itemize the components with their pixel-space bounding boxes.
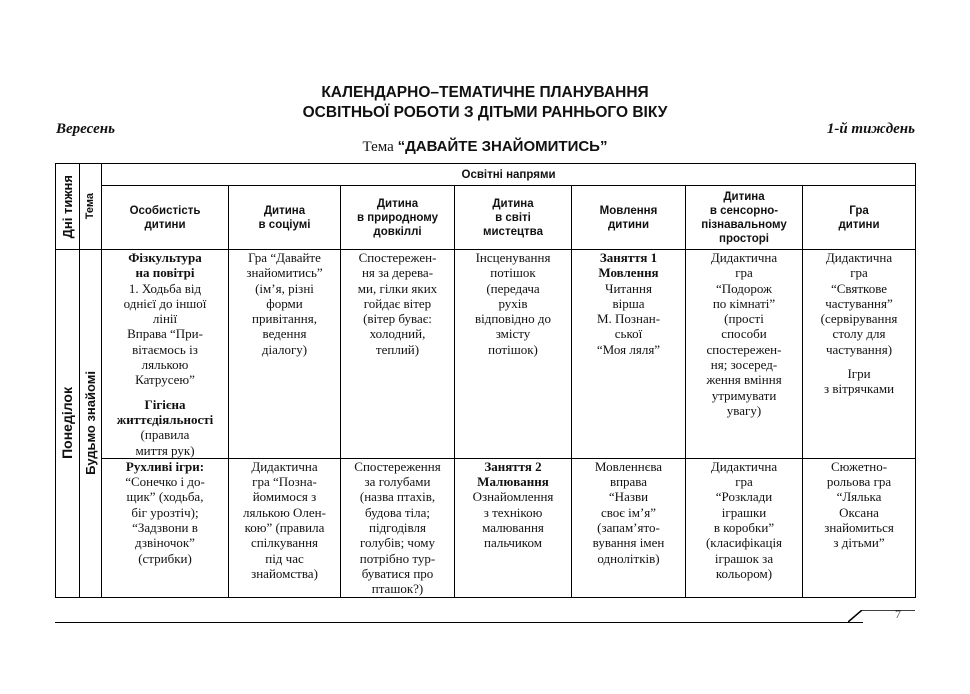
activity-line: Вправа “При- xyxy=(127,326,203,342)
activity-line: гра “Позна- xyxy=(252,474,317,490)
theme-heading xyxy=(0,138,970,156)
activity-line: потішок xyxy=(490,265,536,281)
activity-line: “Моя ляля” xyxy=(596,341,661,357)
activity-cell xyxy=(102,458,229,597)
activity-cell xyxy=(341,250,455,459)
activity-line: 1. Ходьба від xyxy=(128,280,202,296)
column-header: Дитина в соціумі xyxy=(229,186,341,250)
activity-line: “Лялька xyxy=(836,489,882,505)
activity-line: Спостереження xyxy=(354,458,441,474)
activity-line: гра xyxy=(850,265,868,281)
activity-line: ження вміння xyxy=(706,372,782,388)
activity-line: (вітер буває: xyxy=(363,311,432,327)
activity-line: форми xyxy=(266,295,303,311)
activity-line: дзвіночок” xyxy=(135,535,195,551)
activity-line: вітаємось із xyxy=(132,341,198,357)
document-title-line-1: КАЛЕНДАРНО–ТЕМАТИЧНЕ ПЛАНУВАННЯ xyxy=(321,84,649,101)
activity-line: спілкування xyxy=(250,535,319,551)
activity-line: (сервірування xyxy=(820,311,898,327)
activity-line: лялькою Олен- xyxy=(243,504,326,520)
activity-line: вування імен xyxy=(592,535,665,551)
activity-line: під час xyxy=(265,550,304,566)
activity-line: Гра “Давайте xyxy=(248,250,321,265)
activity-line: спостережен- xyxy=(706,341,782,357)
activity-line: миття рук) xyxy=(135,442,195,458)
activity-line: ня; зосеред- xyxy=(710,357,778,373)
activity-line: (стрибки) xyxy=(138,550,192,566)
educational-directions-header: Освітні напрями xyxy=(102,164,916,186)
activity-line: з вітрячками xyxy=(823,381,895,397)
activity-line: малювання xyxy=(482,520,544,536)
activity-line: теплий) xyxy=(375,341,420,357)
activity-line: гра xyxy=(735,265,753,281)
activity-line: з технікою xyxy=(483,504,543,520)
activity-line: Фізкультура xyxy=(128,250,202,265)
activity-line: ня за дерева- xyxy=(361,265,434,281)
activity-line: Заняття 2 xyxy=(484,458,542,474)
activity-line: йомимося з xyxy=(252,489,317,505)
activity-cell xyxy=(803,250,916,459)
activity-line: М. Познан- xyxy=(596,311,661,327)
activity-line: гойдає вітер xyxy=(363,295,432,311)
activity-line: (класифікація xyxy=(705,535,783,551)
activity-line: іграшок за xyxy=(714,550,774,566)
activity-line: з дітьми” xyxy=(833,535,885,551)
activity-line: “Розклади xyxy=(715,489,773,505)
activity-line: пальчиком xyxy=(484,535,542,551)
activity-line: увагу) xyxy=(726,402,762,418)
activity-line: Рухливі ігри: xyxy=(125,458,205,474)
activity-line: (правила xyxy=(140,427,190,443)
activity-line: знайомиться xyxy=(824,520,894,536)
activity-line: Сюжетно- xyxy=(830,458,888,474)
activity-cell xyxy=(229,458,341,597)
activity-line: “Святкове xyxy=(830,280,888,296)
activity-line: потішок) xyxy=(488,341,538,357)
activity-line: Дидактична xyxy=(710,250,778,265)
activity-line: (передача xyxy=(486,280,540,296)
activity-line: кольором) xyxy=(715,565,773,581)
activity-line: “Назви xyxy=(608,489,649,505)
column-header: Дитина в природному довкіллі xyxy=(341,186,455,250)
activity-line: Ігри xyxy=(847,366,871,382)
activity-line: (ім’я, різні xyxy=(255,280,314,296)
activity-line: Заняття 1 xyxy=(599,250,658,265)
activity-cell xyxy=(455,250,572,459)
activity-cell xyxy=(455,458,572,597)
activity-line: ведення xyxy=(262,326,307,342)
activity-line: Спостережен- xyxy=(358,250,437,265)
activity-line: вправа xyxy=(609,474,648,490)
activity-line: на повітрі xyxy=(135,265,195,281)
activity-line: відповідно до xyxy=(474,311,551,327)
activity-line: будова тіла; xyxy=(364,504,431,520)
activity-line: “Сонечко і до- xyxy=(125,474,205,490)
activity-line: частування” xyxy=(825,295,893,311)
activity-line: біг урозтіч); xyxy=(131,504,199,520)
activity-line: лялькою xyxy=(141,357,189,373)
activity-line: Ознайомлення xyxy=(472,489,554,505)
activity-line: іграшки xyxy=(721,504,767,520)
activity-line: Мовлення xyxy=(598,265,659,281)
activity-line: (прості xyxy=(724,311,764,327)
activity-line: лінії xyxy=(152,311,178,327)
activity-line: пташок?) xyxy=(371,581,424,597)
activity-cell xyxy=(572,250,686,459)
activity-line: однієї до іншої xyxy=(123,295,207,311)
activity-line: “Задзвони в xyxy=(132,520,198,536)
activity-line: Оксана xyxy=(839,504,879,520)
activity-line: підгодівля xyxy=(369,520,426,536)
activity-line: буватися про xyxy=(361,565,434,581)
activity-cell xyxy=(102,250,229,459)
document-title-line-2: ОСВІТНЬОЇ РОБОТИ З ДІТЬМИ РАННЬОГО ВІКУ xyxy=(302,104,668,121)
activity-line: (назва птахів, xyxy=(359,489,436,505)
activity-line: рухів xyxy=(498,295,528,311)
activity-cell xyxy=(686,250,803,459)
activity-line: Мовленнєва xyxy=(594,458,663,474)
column-header: Мовлення дитини xyxy=(572,186,686,250)
column-header: Особистість дитини xyxy=(102,186,229,250)
activity-line: змісту xyxy=(495,326,531,342)
activity-line: рольова гра xyxy=(826,474,892,490)
activity-line: вірша xyxy=(612,295,645,311)
footer-rule xyxy=(55,622,863,623)
activity-line: життєдіяльності xyxy=(116,411,214,427)
activity-line: Гігієна xyxy=(144,396,186,412)
days-of-week-header: Дні тижня xyxy=(56,164,80,250)
activity-line: щик” (ходьба, xyxy=(126,489,204,505)
activity-line: привітання, xyxy=(252,311,317,327)
activity-line: знайомитись” xyxy=(246,265,323,281)
activity-line: за голубами xyxy=(364,474,431,490)
theme-column-header: Тема xyxy=(80,164,102,250)
activity-line: способи xyxy=(721,326,767,342)
activity-line: кою” (правила xyxy=(244,520,325,536)
month-label: Вересень xyxy=(56,121,115,137)
column-header: Дитина в світі мистецтва xyxy=(455,186,572,250)
theme-name: “ДАВАЙТЕ ЗНАЙОМИТИСЬ” xyxy=(397,138,608,155)
activity-cell xyxy=(229,250,341,459)
activity-line xyxy=(805,357,913,366)
activity-cell xyxy=(686,458,803,597)
activity-line: голубів; чому xyxy=(360,535,435,551)
activity-line: знайомства) xyxy=(251,565,318,581)
activity-line: ської xyxy=(614,326,643,342)
activity-cell xyxy=(341,458,455,597)
activity-line: однолітків) xyxy=(597,550,660,566)
day-cell-monday: Понеділок xyxy=(56,250,80,598)
activity-line: Читання xyxy=(605,280,652,296)
activity-line: Дидактична xyxy=(710,458,778,474)
activity-line: Дидактична xyxy=(825,250,893,265)
activity-line: потрібно тур- xyxy=(359,550,436,566)
activity-line: Малювання xyxy=(477,474,549,490)
day-theme-cell: Будьмо знайомі xyxy=(80,250,102,598)
activity-line: гра xyxy=(735,474,753,490)
activity-line: по кімнаті” xyxy=(712,295,776,311)
theme-prefix: Тема xyxy=(362,139,394,155)
planning-table xyxy=(55,163,916,598)
column-header: Гра дитини xyxy=(803,186,916,250)
activity-cell xyxy=(572,458,686,597)
activity-line: столу для xyxy=(832,326,886,342)
activity-line: “Подорож xyxy=(715,280,773,296)
column-header: Дитина в сенсорно- пізнавальному просторі xyxy=(686,186,803,250)
activity-line: своє ім’я” xyxy=(600,504,657,520)
activity-line: утримувати xyxy=(711,387,777,403)
activity-line: ми, гілки яких xyxy=(357,280,438,296)
activity-line: діалогу) xyxy=(261,341,308,357)
activity-line: Дидактична xyxy=(251,458,318,474)
activity-cell xyxy=(803,458,916,597)
activity-line: холодний, xyxy=(369,326,426,342)
activity-line: Катрусею” xyxy=(135,372,195,388)
activity-line: частування) xyxy=(825,341,893,357)
activity-line xyxy=(104,388,226,397)
activity-line: Інсценування xyxy=(475,250,551,265)
page-number: 7 xyxy=(895,607,901,621)
week-label: 1-й тиждень xyxy=(826,121,915,137)
activity-line: (запам’ято- xyxy=(597,520,660,536)
activity-line: в коробки” xyxy=(713,520,775,536)
